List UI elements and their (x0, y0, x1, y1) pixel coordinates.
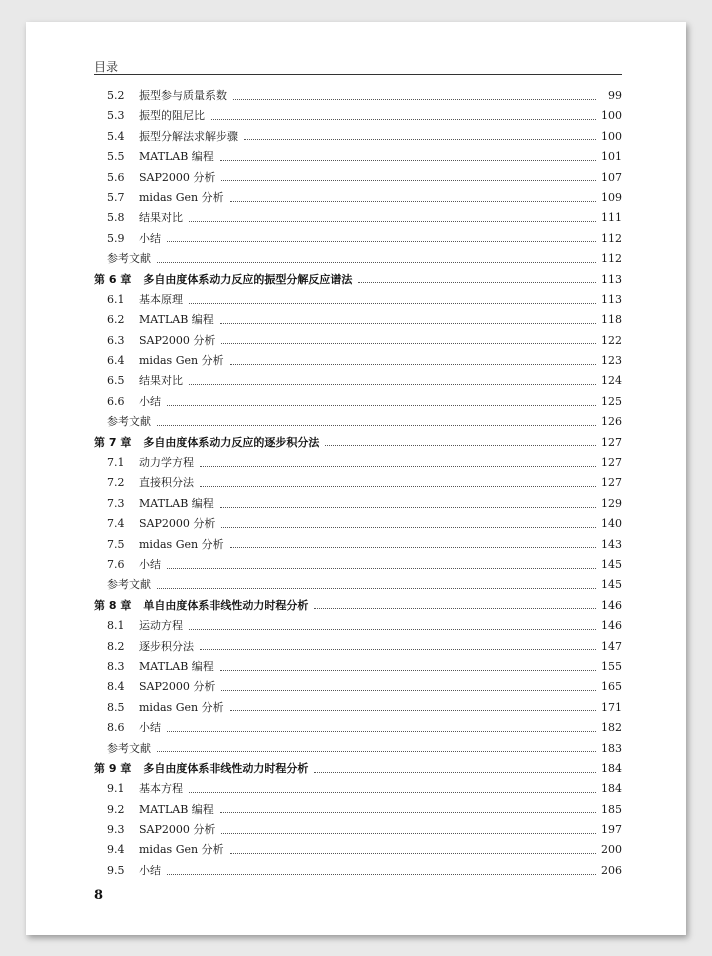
toc-entry-title: 小结 (139, 863, 161, 877)
toc-entry-number: 9.4 (107, 843, 125, 857)
toc-entry-title: MATLAB 编程 (139, 150, 214, 164)
toc-entry-number: 9.1 (107, 782, 125, 796)
toc-entry-page: 122 (601, 333, 622, 347)
toc-entry-section (94, 392, 622, 412)
toc-entry-section (94, 147, 622, 167)
dot-leader (220, 160, 596, 161)
dot-leader (221, 527, 596, 528)
toc-entry-title: 振型的阻尼比 (139, 109, 205, 123)
toc-entry-ref (94, 739, 622, 759)
dot-leader (244, 139, 596, 140)
toc-entry-page: 171 (601, 700, 622, 714)
toc-entry-number: 8.4 (107, 680, 125, 694)
toc-entry-section (94, 514, 622, 534)
toc-entry-page: 197 (601, 823, 622, 837)
toc-entry-title: SAP2000 分析 (139, 170, 216, 184)
toc-entry-number: 第 6 章 (94, 272, 132, 286)
toc-entry-title: midas Gen 分析 (139, 700, 224, 714)
toc-entry-number: 7.1 (107, 456, 125, 470)
toc-entry-number: 8.2 (107, 639, 125, 653)
toc-entry-title: SAP2000 分析 (139, 517, 216, 531)
toc-entry-number: 5.5 (107, 150, 125, 164)
dot-leader (230, 853, 596, 854)
dot-leader (230, 364, 596, 365)
toc-entry-section (94, 453, 622, 473)
toc-entry-number: 5.8 (107, 211, 125, 225)
toc-entry-page: 200 (601, 843, 622, 857)
toc-entry-title: midas Gen 分析 (139, 354, 224, 368)
toc-entry-section (94, 351, 622, 371)
toc-entry-number: 6.3 (107, 333, 125, 347)
dot-leader (221, 343, 596, 344)
toc-entry-number: 8.3 (107, 659, 125, 673)
toc-entry-number: 第 7 章 (94, 435, 132, 449)
dot-leader (233, 99, 596, 100)
toc-entry-page: 165 (601, 680, 622, 694)
toc-entry-title: 结果对比 (139, 211, 183, 225)
toc-entry-number: 7.2 (107, 476, 125, 490)
toc-entry-title: 参考文献 (107, 252, 151, 266)
toc-entry-title: 小结 (139, 394, 161, 408)
toc-entry-title: 多自由度体系动力反应的逐步积分法 (143, 435, 320, 449)
dot-leader (221, 180, 596, 181)
toc-entry-ref (94, 575, 622, 595)
toc-entry-title: 参考文献 (107, 415, 151, 429)
dot-leader (200, 466, 596, 467)
toc-entry-page: 101 (601, 150, 622, 164)
toc-entry-ref (94, 412, 622, 432)
toc-entry-title: 结果对比 (139, 374, 183, 388)
dot-leader (157, 425, 596, 426)
toc-entry-title: midas Gen 分析 (139, 190, 224, 204)
running-head: 目录 (94, 60, 119, 74)
toc-entry-section (94, 535, 622, 555)
dot-leader (189, 303, 596, 304)
toc-entry-title: MATLAB 编程 (139, 313, 214, 327)
toc-entry-number: 第 8 章 (94, 598, 132, 612)
toc-entry-number: 5.9 (107, 231, 125, 245)
toc-entry-section (94, 168, 622, 188)
dot-leader (157, 262, 596, 263)
toc-entry-number: 5.2 (107, 89, 125, 102)
toc-entry-section (94, 188, 622, 208)
toc-entry-section (94, 208, 622, 228)
dot-leader (220, 323, 596, 324)
toc-entry-section (94, 861, 622, 881)
toc-entry-page: 155 (601, 659, 622, 673)
dot-leader (167, 731, 596, 732)
toc-entry-number: 6.4 (107, 354, 125, 368)
toc-entry-page: 183 (601, 741, 622, 755)
toc-entry-title: 多自由度体系非线性动力时程分析 (143, 761, 309, 775)
toc-entry-section (94, 800, 622, 820)
dot-leader (167, 568, 596, 569)
dot-leader (167, 405, 596, 406)
toc-entry-number: 9.3 (107, 823, 125, 837)
toc-entry-section (94, 331, 622, 351)
toc-entry-chapter (94, 433, 622, 453)
toc-entry-section (94, 473, 622, 493)
toc-entry-section (94, 86, 622, 106)
toc-entry-section (94, 820, 622, 840)
toc-entry-page: 143 (601, 537, 622, 551)
dot-leader (221, 690, 596, 691)
toc-entry-title: MATLAB 编程 (139, 659, 214, 673)
toc-entry-page: 112 (601, 252, 622, 266)
toc-entry-title: 小结 (139, 721, 161, 735)
toc-entry-title: 振型分解法求解步骤 (139, 129, 238, 143)
toc-entry-section (94, 290, 622, 310)
toc-entry-page: 113 (601, 292, 622, 306)
dot-leader (314, 772, 596, 773)
toc-entry-title: 参考文献 (107, 741, 151, 755)
dot-leader (189, 221, 596, 222)
dot-leader (167, 241, 596, 242)
toc-entry-number: 第 9 章 (94, 761, 132, 775)
toc-entry-title: MATLAB 编程 (139, 496, 214, 510)
dot-leader (189, 384, 596, 385)
toc-entry-page: 147 (601, 639, 622, 653)
dot-leader (189, 792, 596, 793)
toc-entry-number: 8.5 (107, 700, 125, 714)
toc-entry-section (94, 616, 622, 636)
toc-entry-page: 113 (601, 272, 622, 286)
dot-leader (167, 874, 596, 875)
toc-entry-section (94, 779, 622, 799)
toc-entry-number: 9.2 (107, 802, 125, 816)
dot-leader (358, 282, 596, 283)
dot-leader (314, 608, 596, 609)
toc-entry-chapter (94, 270, 622, 290)
toc-entry-title: SAP2000 分析 (139, 823, 216, 837)
toc-entry-number: 5.6 (107, 170, 125, 184)
toc-entry-page: 107 (601, 170, 622, 184)
toc-entry-title: 基本原理 (139, 292, 183, 306)
toc-entry-section (94, 229, 622, 249)
toc-entry-number: 7.4 (107, 517, 125, 531)
toc-entry-page: 206 (601, 863, 622, 877)
toc-entry-page: 111 (601, 211, 622, 225)
toc-entry-number: 6.6 (107, 394, 125, 408)
toc-entry-section (94, 555, 622, 575)
toc-entry-section (94, 310, 622, 330)
toc-entry-title: 单自由度体系非线性动力时程分析 (143, 598, 309, 612)
toc-entry-title: 动力学方程 (139, 456, 194, 470)
toc-entry-number: 6.1 (107, 292, 125, 306)
table-of-contents (94, 86, 622, 881)
toc-entry-number: 9.5 (107, 863, 125, 877)
toc-entry-title: 基本方程 (139, 782, 183, 796)
dot-leader (220, 812, 596, 813)
toc-entry-section (94, 106, 622, 126)
dot-leader (220, 670, 596, 671)
toc-entry-number: 7.5 (107, 537, 125, 551)
toc-entry-number: 5.4 (107, 129, 125, 143)
toc-entry-page: 129 (601, 496, 622, 510)
toc-entry-page: 112 (601, 231, 622, 245)
page-number: 8 (94, 888, 104, 903)
toc-entry-page: 100 (601, 129, 622, 143)
toc-entry-title: midas Gen 分析 (139, 843, 224, 857)
toc-entry-page: 140 (601, 517, 622, 531)
toc-entry-section (94, 718, 622, 738)
toc-entry-page: 126 (601, 415, 622, 429)
toc-entry-title: SAP2000 分析 (139, 333, 216, 347)
toc-entry-page: 184 (601, 782, 622, 796)
toc-entry-title: 参考文献 (107, 578, 151, 592)
toc-entry-page: 145 (601, 557, 622, 571)
dot-leader (230, 547, 596, 548)
document-page (26, 22, 686, 935)
toc-entry-number: 7.3 (107, 496, 125, 510)
toc-entry-number: 6.5 (107, 374, 125, 388)
toc-entry-page: 125 (601, 394, 622, 408)
toc-entry-page: 127 (601, 456, 622, 470)
toc-entry-section (94, 637, 622, 657)
toc-entry-title: 逐步积分法 (139, 639, 194, 653)
toc-entry-page: 109 (601, 190, 622, 204)
header-rule (94, 74, 622, 75)
toc-entry-page: 185 (601, 802, 622, 816)
toc-entry-section (94, 840, 622, 860)
toc-entry-page: 118 (601, 313, 622, 327)
dot-leader (230, 710, 596, 711)
dot-leader (211, 119, 596, 120)
toc-entry-section (94, 127, 622, 147)
toc-entry-page: 99 (608, 89, 622, 102)
dot-leader (325, 445, 596, 446)
toc-entry-page: 145 (601, 578, 622, 592)
dot-leader (220, 507, 596, 508)
toc-entry-chapter (94, 596, 622, 616)
toc-entry-page: 184 (601, 761, 622, 775)
toc-entry-number: 5.7 (107, 190, 125, 204)
dot-leader (157, 751, 596, 752)
toc-entry-page: 123 (601, 354, 622, 368)
toc-entry-title: midas Gen 分析 (139, 537, 224, 551)
toc-entry-title: MATLAB 编程 (139, 802, 214, 816)
toc-entry-title: SAP2000 分析 (139, 680, 216, 694)
toc-entry-title: 运动方程 (139, 619, 183, 633)
toc-entry-title: 振型参与质量系数 (139, 89, 227, 102)
dot-leader (221, 833, 596, 834)
toc-entry-number: 8.6 (107, 721, 125, 735)
toc-entry-section (94, 698, 622, 718)
toc-entry-page: 127 (601, 476, 622, 490)
dot-leader (200, 649, 596, 650)
toc-entry-ref (94, 249, 622, 269)
toc-entry-number: 8.1 (107, 619, 125, 633)
toc-entry-title: 直接积分法 (139, 476, 194, 490)
toc-entry-title: 小结 (139, 557, 161, 571)
toc-entry-section (94, 657, 622, 677)
toc-entry-chapter (94, 759, 622, 779)
toc-entry-page: 127 (601, 435, 622, 449)
dot-leader (230, 201, 596, 202)
toc-entry-section (94, 677, 622, 697)
toc-entry-number: 7.6 (107, 557, 125, 571)
toc-entry-page: 146 (601, 598, 622, 612)
toc-entry-page: 182 (601, 721, 622, 735)
toc-entry-number: 5.3 (107, 109, 125, 123)
toc-entry-title: 小结 (139, 231, 161, 245)
toc-entry-section (94, 371, 622, 391)
toc-entry-title: 多自由度体系动力反应的振型分解反应谱法 (143, 272, 353, 286)
toc-entry-section (94, 494, 622, 514)
toc-entry-number: 6.2 (107, 313, 125, 327)
toc-entry-page: 124 (601, 374, 622, 388)
dot-leader (157, 588, 596, 589)
toc-entry-page: 100 (601, 109, 622, 123)
dot-leader (200, 486, 596, 487)
dot-leader (189, 629, 596, 630)
toc-entry-page: 146 (601, 619, 622, 633)
